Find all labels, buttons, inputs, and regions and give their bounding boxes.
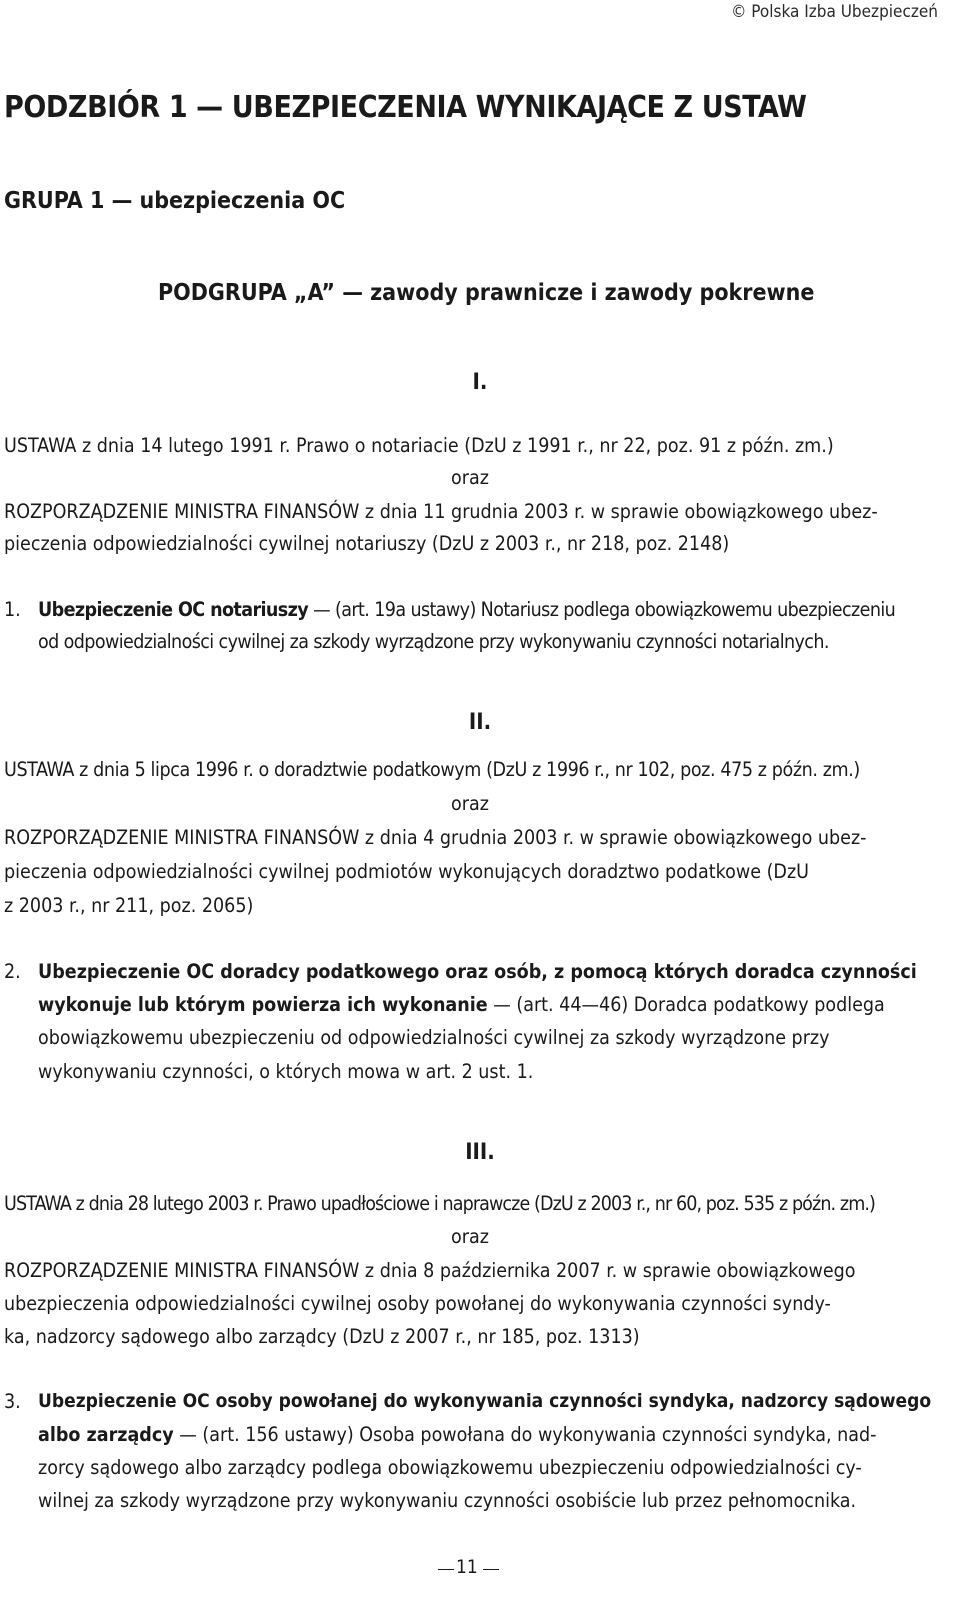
section-numeral-1: I. (472, 370, 488, 395)
subgroup-heading: PODGRUPA „A” — zawody prawnicze i zawody pokrewne (158, 280, 815, 306)
item-text: — (art. 156 ustawy) Osoba powołana do wykonywania czynności syndyka, nad- (173, 1423, 877, 1446)
item-text: — (art. 19a ustawy) Notariusz podlega obowiązkowemu ubezpieczeniu (308, 598, 896, 621)
item-number: 1. (4, 598, 21, 621)
item-number: 3. (4, 1390, 21, 1413)
page-number: 11 (456, 1556, 478, 1578)
regulation-line: ubezpieczenia odpowiedzialności cywilnej osoby powołanej do wykonywania czynności syndy- (4, 1292, 831, 1315)
regulation-line: pieczenia odpowiedzialności cywilnej podmiotów wykonujących doradztwo podatkowe (DzU (4, 860, 809, 883)
section-numeral-3: III. (465, 1140, 495, 1165)
page-number-dash-left (438, 1569, 454, 1570)
item-second-line (38, 1423, 876, 1446)
item-line: od odpowiedzialności cywilnej za szkody wyrządzone przy wykonywaniu czynności notarialnych. (38, 630, 829, 653)
act-line: USTAWA z dnia 14 lutego 1991 r. Prawo o notariacie (DzU z 1991 r., nr 22, poz. 91 z późn. zm.) (4, 434, 834, 457)
regulation-line: ka, nadzorcy sądowego albo zarządcy (DzU z 2007 r., nr 185, poz. 1313) (4, 1325, 640, 1348)
regulation-line: ROZPORZĄDZENIE MINISTRA FINANSÓW z dnia 11 grudnia 2003 r. w sprawie obowiązkowego ubez- (4, 500, 878, 523)
item-number: 2. (4, 960, 21, 983)
item-title: Ubezpieczenie OC osoby powołanej do wykonywania czynności syndyka, nadzorcy sądowego (38, 1390, 932, 1412)
regulation-line: pieczenia odpowiedzialności cywilnej notariuszy (DzU z 2003 r., nr 218, poz. 2148) (4, 532, 730, 555)
item-line: wilnej za szkody wyrządzone przy wykonywaniu czynności osobiście lub przez pełnomocnika. (38, 1489, 857, 1512)
page-title: PODZBIÓR 1 — UBEZPIECZENIA WYNIKAJĄCE Z USTAW (4, 90, 807, 125)
act-line: USTAWA z dnia 28 lutego 2003 r. Prawo upadłościowe i naprawcze (DzU z 2003 r., nr 60, poz. 535 z późn. zm.) (4, 1192, 875, 1215)
item-title-cont: wykonuje lub którym powierza ich wykonanie (38, 993, 488, 1016)
item-second-line (38, 993, 885, 1016)
copyright-header: © Polska Izba Ubezpieczeń (731, 2, 938, 22)
item-text: — (art. 44—46) Doradca podatkowy podlega (487, 993, 885, 1016)
regulation-line: ROZPORZĄDZENIE MINISTRA FINANSÓW z dnia 4 grudnia 2003 r. w sprawie obowiązkowego ubez- (4, 826, 867, 849)
item-title: Ubezpieczenie OC doradcy podatkowego oraz osób, z pomocą których doradca czynności (38, 960, 917, 983)
item-line: obowiązkowemu ubezpieczeniu od odpowiedzialności cywilnej za szkody wyrządzone przy (38, 1026, 830, 1049)
regulation-line: ROZPORZĄDZENIE MINISTRA FINANSÓW z dnia 8 października 2007 r. w sprawie obowiązkowego (4, 1259, 856, 1282)
item-first-line (38, 598, 895, 621)
item-title-cont: albo zarządcy (38, 1423, 174, 1446)
oraz-connector: oraz (451, 466, 489, 489)
page-number-dash-right (483, 1569, 499, 1570)
item-line: zorcy sądowego albo zarządcy podlega obowiązkowemu ubezpieczeniu odpowiedzialności cy- (38, 1456, 862, 1479)
item-title: Ubezpieczenie OC notariuszy (38, 598, 309, 621)
section-numeral-2: II. (468, 710, 492, 735)
oraz-connector: oraz (451, 792, 489, 815)
oraz-connector: oraz (451, 1225, 489, 1248)
act-line: USTAWA z dnia 5 lipca 1996 r. o doradztwie podatkowym (DzU z 1996 r., nr 102, poz. 475 z późn. zm.) (4, 758, 860, 781)
item-line: wykonywaniu czynności, o których mowa w art. 2 ust. 1. (38, 1060, 534, 1083)
group-heading: GRUPA 1 — ubezpieczenia OC (4, 188, 346, 214)
regulation-line: z 2003 r., nr 211, poz. 2065) (4, 894, 254, 917)
